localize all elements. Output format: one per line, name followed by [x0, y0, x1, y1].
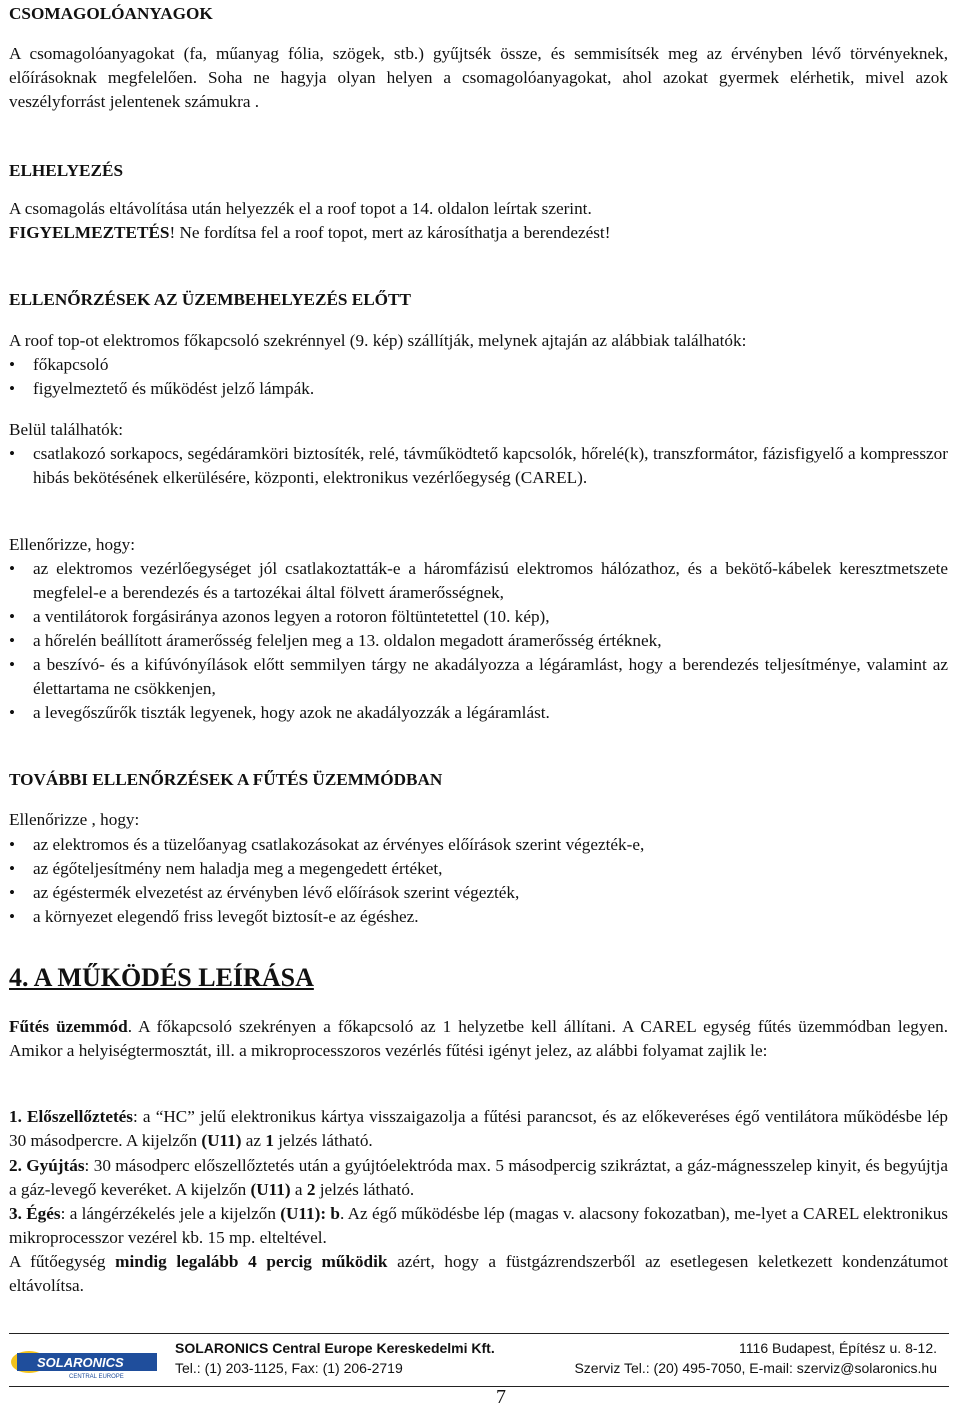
inside-items-list	[9, 442, 948, 490]
list-item: • a beszívó- és a kifúvónyílások előtt semmilyen tárgy ne akadályozza a légáramlást, hogy a berendezés teljesítménye, valamint az élettartama ne csökkenjen,	[9, 655, 948, 698]
heading-packaging: CSOMAGOLÓANYAGOK	[9, 4, 213, 23]
list-item: • a levegőszűrők tiszták legyenek, hogy azok ne akadályozzák a légáramlást.	[9, 701, 948, 725]
solaronics-logo	[9, 1340, 159, 1380]
heating-check-label: Ellenőrizze , hogy:	[9, 810, 140, 829]
heading-operation: 4. A MŰKÖDÉS LEÍRÁSA	[9, 963, 314, 992]
list-item: • az elektromos vezérlőegységet jól csatlakoztatták-e a háromfázisú elektromos hálózathoz, és a bekötő-kábelek keresztmetszete megfelel-e a berendezés és a tartozékai által fölvett áramerősségnek,	[9, 559, 948, 602]
list-item: • főkapcsoló	[9, 353, 948, 377]
list-item: • az égéstermék elvezetést az érvényben lévő előírások szerint végezték,	[9, 881, 948, 905]
bullet-icon: •	[9, 559, 16, 578]
list-item: • a ventilátorok forgásiránya azonos legyen a rotoron föltüntetettel (10. kép),	[9, 605, 948, 629]
bullet-icon: •	[9, 355, 16, 374]
final-note: A fűtőegység mindig legalább 4 percig működik azért, hogy a füstgázrendszerből az esetlegesen keletkezett kondenzátumot eltávolítsa.	[9, 1252, 948, 1295]
list-item: • a hőrelén beállított áramerősség feleljen meg a 13. oldalon megadott áramerősség értéknek,	[9, 629, 948, 653]
svg-text:CENTRAL EUROPE: CENTRAL EUROPE	[69, 1374, 124, 1380]
list-item: • a környezet elegendő friss levegőt biztosít-e az égéshez.	[9, 905, 948, 929]
step-prepurge: 1. Előszellőztetés: a “HC” jelű elektronikus kártya visszaigazolja a fűtési parancsot, és az előkeveréses égő ventilátora működésbe lép 30 másodpercre. A kijelzőn (U11) az 1 jelzés látható.	[9, 1107, 948, 1150]
list-item: • figyelmeztető és működést jelző lámpák.	[9, 377, 948, 401]
list-item: • az égőteljesítmény nem haladja meg a megengedett értéket,	[9, 857, 948, 881]
bullet-icon: •	[9, 631, 16, 650]
company-address: 1116 Budapest, Építész u. 8-12.	[739, 1340, 937, 1356]
heading-heating-checks: TOVÁBBI ELLENŐRZÉSEK A FŰTÉS ÜZEMMÓDBAN	[9, 770, 443, 789]
step-ignition: 2. Gyújtás: 30 másodperc előszellőztetés után a gyújtóelektróda max. 5 másodpercig szikráztat, a gáz-mágnesszelep kinyit, és begyújtja a gáz-levegő keveréket. A kijelzőn (U11) a 2 jelzés látható.	[9, 1156, 948, 1199]
service-contact: Szerviz Tel.: (20) 495-7050, E-mail: szerviz@solaronics.hu	[574, 1360, 937, 1376]
warning-text: ! Ne fordítsa fel a roof topot, mert az károsíthatja a berendezést!	[169, 223, 611, 242]
heating-mode-paragraph: Fűtés üzemmód. A főkapcsoló szekrényen a főkapcsoló az 1 helyzetbe kell állítani. A CAREL egység fűtés üzemmódban legyen. Amikor a helyiségtermosztát, ill. a mikroprocesszoros vezérlés fűtési igényt jelez, az alábbi folyamat zajlik le:	[9, 1017, 948, 1060]
checks-list	[9, 557, 948, 725]
list-item: • az elektromos és a tüzelőanyag csatlakozásokat az érvényes előírások szerint végezték-e,	[9, 833, 948, 857]
heading-checks-before-start: ELLENŐRZÉSEK AZ ÜZEMBEHELYEZÉS ELŐTT	[9, 290, 411, 309]
page-number: 7	[496, 1386, 506, 1408]
page-footer	[9, 1333, 949, 1387]
inside-label: Belül találhatók:	[9, 420, 124, 439]
bullet-icon: •	[9, 835, 16, 854]
placement-line: A csomagolás eltávolítása után helyezzék el a roof topot a 14. oldalon leírtak szerint.	[9, 199, 592, 218]
bullet-icon: •	[9, 379, 16, 398]
warning-line	[9, 221, 948, 245]
bullet-icon: •	[9, 703, 16, 722]
bullet-icon: •	[9, 607, 16, 626]
door-items-list	[9, 353, 948, 401]
bullet-icon: •	[9, 907, 16, 926]
switch-cabinet-intro: A roof top-ot elektromos főkapcsoló szekrénnyel (9. kép) szállítják, melynek ajtaján az alábbiak találhatók:	[9, 331, 747, 350]
list-item: • csatlakozó sorkapocs, segédáramköri biztosíték, relé, távműködtető kapcsolók, hőrelé(k), transzformátor, fázisfigyelő a kompresszor hibás bekötésének elkerülésére, központi, elektronikus vezérlőegység (CAREL).	[9, 444, 948, 487]
step-combustion: 3. Égés: a lángérzékelés jele a kijelzőn (U11): b. Az égő működésbe lép (magas v. alacsony fokozatban), me-lyet a CAREL elektronikus mikroprocesszor vezérel kb. 15 mp. elteltével.	[9, 1204, 948, 1247]
heading-placement: ELHELYEZÉS	[9, 161, 124, 180]
bullet-icon: •	[9, 655, 16, 674]
bullet-icon: •	[9, 859, 16, 878]
check-label: Ellenőrizze, hogy:	[9, 535, 135, 554]
warning-label: FIGYELMEZTETÉS	[9, 223, 170, 242]
svg-text:SOLARONICS: SOLARONICS	[37, 1355, 124, 1370]
heating-mode-label: Fűtés üzemmód	[9, 1017, 128, 1036]
bullet-icon: •	[9, 883, 16, 902]
packaging-paragraph: A csomagolóanyagokat (fa, műanyag fólia, szögek, stb.) gyűjtsék össze, és semmisítsék meg az érvényben lévő törvényeknek, előírásoknak megfelelően. Soha ne hagyja olyan helyen a csomagolóanyagokat, ahol azokat gyermek elérhetik, mivel azok veszélyforrást jelentenek számukra .	[9, 44, 948, 111]
company-name: SOLARONICS Central Europe Kereskedelmi Kft.	[175, 1340, 495, 1356]
bullet-icon: •	[9, 444, 16, 463]
heating-checks-list	[9, 833, 948, 929]
company-phone: Tel.: (1) 203-1125, Fax: (1) 206-2719	[175, 1360, 403, 1376]
